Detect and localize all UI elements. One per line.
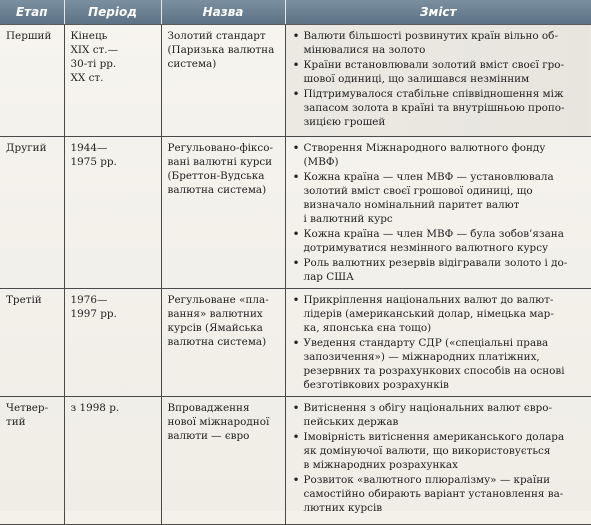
stage-cell (0, 25, 64, 137)
table-row (0, 137, 591, 289)
stage-text: Перший (6, 30, 52, 42)
stage-cell (0, 289, 64, 397)
stage-text: Другий (6, 142, 47, 154)
list-item: • Створення Міжнародного валютного фонду (МВФ) (292, 141, 587, 169)
name-cell (161, 289, 285, 397)
list-item: • Кожна країна — член МВФ — установлювала золотий вміст своєї грошової одиниці, що визначало номінальний паритет валют і валютний курс (292, 170, 587, 226)
name-text: Регульоване «пла- вання» валютних курсів (Ямайська валютна система) (167, 294, 269, 348)
period-text: 1944— 1975 рр. (70, 142, 117, 168)
table-header (0, 0, 591, 25)
content-list (292, 29, 587, 129)
table-row (0, 397, 591, 525)
content-cell (285, 289, 591, 397)
period-cell (64, 289, 161, 397)
period-text: Кінець XIX ст.— 30-ті рр. XX ст. (70, 30, 118, 84)
period-cell (64, 397, 161, 525)
name-cell (161, 25, 285, 137)
stage-cell (0, 397, 64, 525)
table-row (0, 289, 591, 397)
content-cell (285, 25, 591, 137)
content-list (292, 293, 587, 392)
stage-cell (0, 137, 64, 289)
header-period: Період (64, 0, 161, 25)
list-item: • Витіснення з обігу національних валют євро- пейських держав (292, 401, 587, 429)
period-cell (64, 137, 161, 289)
table-body (0, 25, 591, 525)
header-name: Назва (161, 0, 285, 25)
content-list (292, 401, 587, 515)
name-text: Впровадження нової міжнародної валюти — євро (167, 402, 270, 442)
name-cell (161, 397, 285, 525)
list-item: • Імовірність витіснення американського долара як домінуючої валюти, що використовується в міжнародних розрахунках (292, 430, 587, 472)
content-cell (285, 137, 591, 289)
period-text: 1976— 1997 рр. (70, 294, 117, 320)
header-stage: Етап (0, 0, 64, 25)
list-item: • Уведення стандарту СДР («спеціальні права запозичення») — міжнародних платіжних, резервних та розрахункових способів на основі безготівкових розрахунків (292, 336, 587, 392)
list-item: • Прикріплення національних валют до валют- лідерів (американський долар, німецька мар- ка, японська єна тощо) (292, 293, 587, 335)
list-item: • Розвиток «валютного плюралізму» — країни самостійно обирають варіант установлення ва- лютних курсів (292, 473, 587, 515)
name-text: Регульовано-фіксо- вані валютні курси (Бреттон-Вудська валютна система) (167, 142, 273, 196)
content-cell (285, 397, 591, 525)
content-list (292, 141, 587, 284)
stage-text: Четвер- тий (6, 402, 49, 428)
list-item: • Кожна країна — член МВФ — була зобов’язана дотримуватися незмінного валютного курсу (292, 227, 587, 255)
period-cell (64, 25, 161, 137)
name-cell (161, 137, 285, 289)
list-item: • Валюти більшості розвинутих країн вільно об- мінювалися на золото (292, 29, 587, 57)
table-row (0, 25, 591, 137)
name-text: Золотий стандарт (Паризька валютна система) (167, 30, 275, 70)
list-item: • Підтримувалося стабільне співвідношення між запасом золота в країні та внутрішньою пропо- зицією грошей (292, 87, 587, 129)
period-text: з 1998 р. (70, 402, 120, 414)
stage-text: Третій (6, 294, 42, 306)
header-content: Зміст (285, 0, 591, 25)
header-row (0, 0, 591, 25)
list-item: • Країни встановлювали золотий вміст своєї гро- шової одиниці, що залишався незмінним (292, 58, 587, 86)
list-item: • Роль валютних резервів відігравали золото і до- лар США (292, 256, 587, 284)
